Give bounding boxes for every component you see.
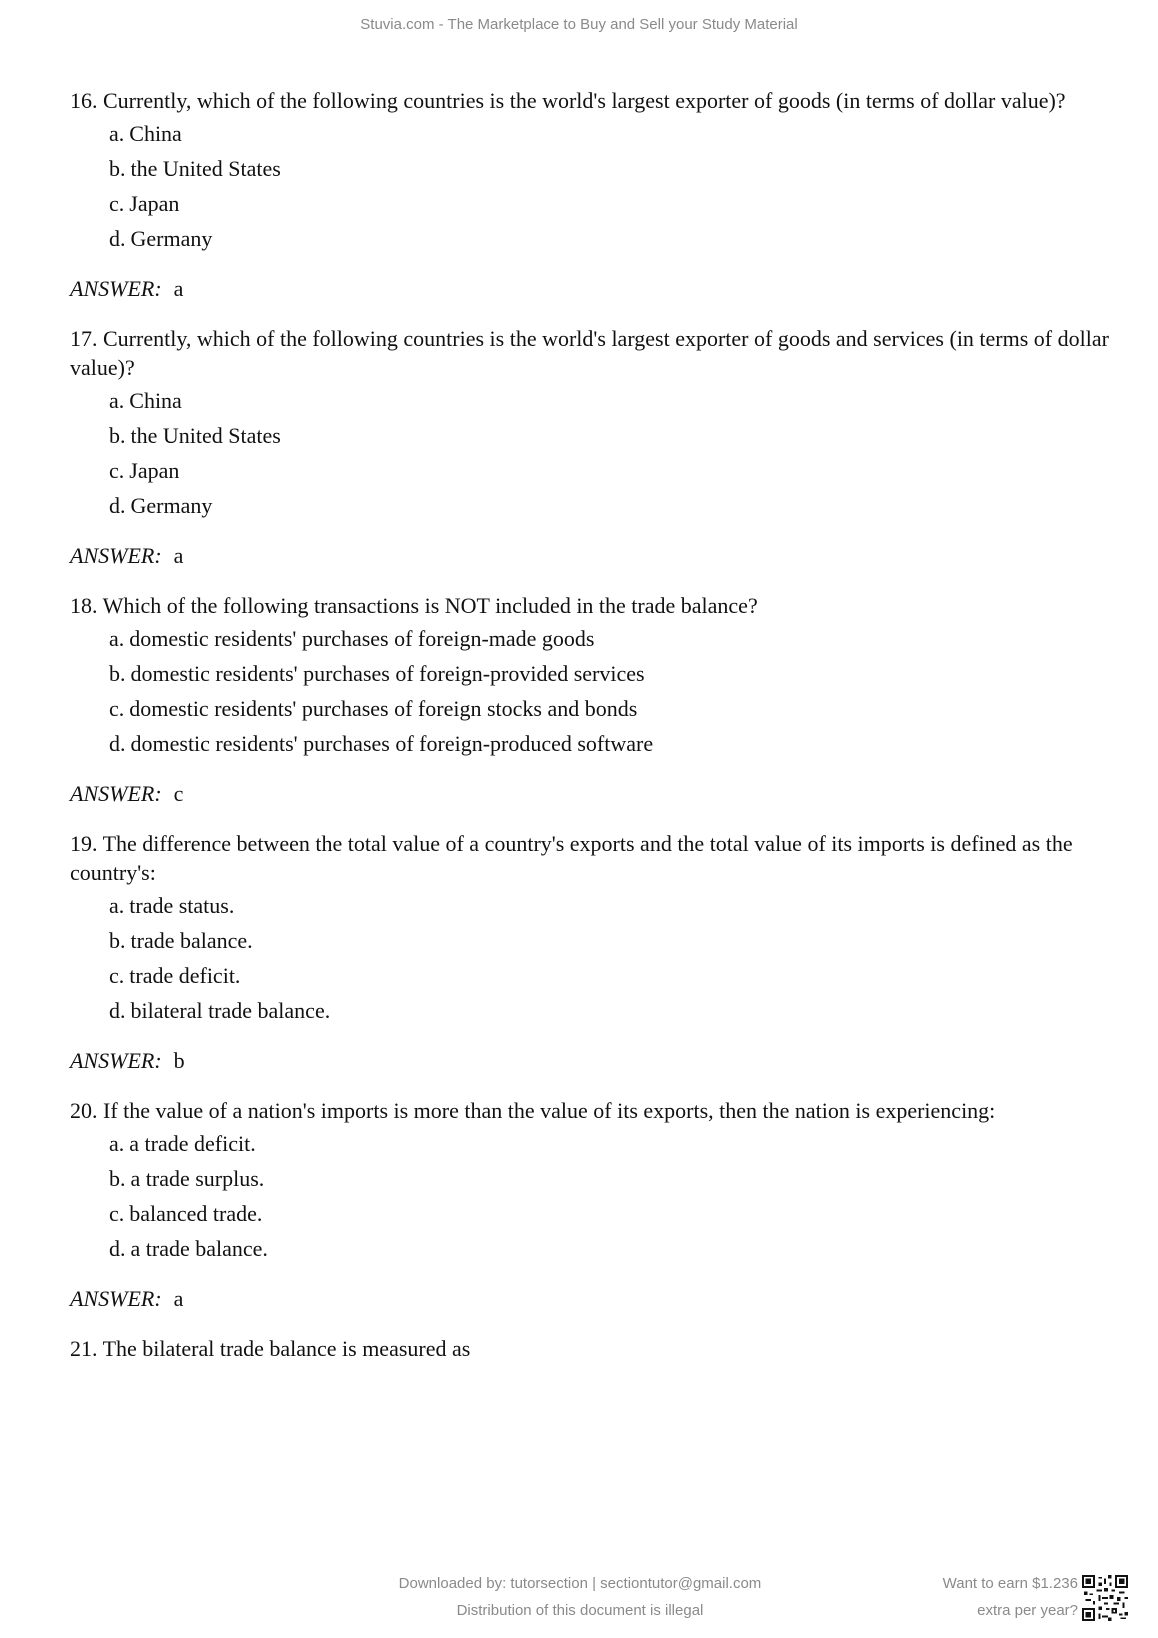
option-c [70, 1196, 1120, 1231]
option-c [70, 691, 1120, 726]
answer-value: b [173, 1048, 185, 1073]
question-20 [70, 1096, 1120, 1313]
option-letter: b. [109, 661, 126, 686]
question-stem: 16. Currently, which of the following countries is the world's largest exporter of goods (in terms of dollar value)? [70, 88, 1066, 113]
option-b [70, 656, 1120, 691]
option-letter: b. [109, 156, 126, 181]
option-text: bilateral trade balance. [130, 998, 331, 1023]
distribution-notice: Distribution of this document is illegal [456, 1602, 704, 1619]
option-d [70, 993, 1120, 1028]
option-letter: a. [109, 626, 125, 651]
answer-value: c [173, 781, 184, 806]
answer-label: ANSWER: [70, 276, 162, 301]
option-text: Japan [129, 458, 180, 483]
answer-line [70, 1284, 1120, 1313]
document-content [70, 86, 1120, 1364]
option-text: a trade surplus. [130, 1166, 265, 1191]
option-b [70, 923, 1120, 958]
option-text: a trade deficit. [129, 1131, 256, 1156]
answer-label: ANSWER: [70, 1048, 162, 1073]
question-stem: 19. The difference between the total value of a country's exports and the total value of its imports is defined as the country's: [70, 831, 1073, 885]
option-letter: d. [109, 731, 126, 756]
answer-value: a [173, 276, 184, 301]
option-text: trade deficit. [129, 963, 241, 988]
option-text: domestic residents' purchases of foreign-produced software [130, 731, 654, 756]
option-c [70, 958, 1120, 993]
option-a [70, 1126, 1120, 1161]
option-c [70, 186, 1120, 221]
option-letter: a. [109, 388, 125, 413]
option-letter: c. [109, 696, 125, 721]
options-list [70, 888, 1120, 1028]
question-21 [70, 1334, 1120, 1363]
option-text: domestic residents' purchases of foreign-made goods [129, 626, 595, 651]
options-list [70, 621, 1120, 761]
option-d [70, 726, 1120, 761]
option-letter: c. [109, 963, 125, 988]
question-stem: 18. Which of the following transactions is NOT included in the trade balance? [70, 593, 758, 618]
earn-line-1: Want to earn $1.236 [942, 1575, 1078, 1592]
option-letter: c. [109, 458, 125, 483]
question-stem: 20. If the value of a nation's imports is more than the value of its exports, then the nation is experiencing: [70, 1098, 996, 1123]
answer-line [70, 274, 1120, 303]
option-letter: b. [109, 928, 126, 953]
option-text: Japan [129, 191, 180, 216]
option-a [70, 116, 1120, 151]
option-text: Germany [130, 493, 213, 518]
option-letter: c. [109, 1201, 125, 1226]
options-list [70, 116, 1120, 256]
option-text: balanced trade. [129, 1201, 263, 1226]
option-b [70, 418, 1120, 453]
header-text: Stuvia.com - The Marketplace to Buy and Sell your Study Material [360, 16, 798, 33]
answer-line [70, 1046, 1120, 1075]
option-letter: d. [109, 998, 126, 1023]
qr-code-icon[interactable] [1082, 1575, 1128, 1621]
page-header [0, 16, 1158, 33]
option-text: Germany [130, 226, 213, 251]
question-16 [70, 86, 1120, 303]
option-d [70, 488, 1120, 523]
option-a [70, 888, 1120, 923]
option-text: China [129, 121, 182, 146]
answer-label: ANSWER: [70, 1286, 162, 1311]
option-d [70, 221, 1120, 256]
options-list [70, 383, 1120, 523]
question-stem: 17. Currently, which of the following countries is the world's largest exporter of goods and services (in terms of dollar value)? [70, 326, 1109, 380]
option-letter: a. [109, 121, 125, 146]
option-text: the United States [130, 423, 281, 448]
question-19 [70, 829, 1120, 1075]
option-text: domestic residents' purchases of foreign stocks and bonds [129, 696, 638, 721]
option-letter: d. [109, 226, 126, 251]
option-letter: b. [109, 423, 126, 448]
answer-value: a [173, 1286, 184, 1311]
downloaded-by-text: Downloaded by: tutorsection | sectiontutor@gmail.com [398, 1575, 762, 1592]
option-a [70, 621, 1120, 656]
question-stem: 21. The bilateral trade balance is measured as [70, 1336, 471, 1361]
answer-label: ANSWER: [70, 543, 162, 568]
option-text: the United States [130, 156, 281, 181]
option-text: trade balance. [130, 928, 253, 953]
option-letter: c. [109, 191, 125, 216]
option-c [70, 453, 1120, 488]
answer-line [70, 541, 1120, 570]
option-letter: b. [109, 1166, 126, 1191]
option-letter: d. [109, 493, 126, 518]
answer-label: ANSWER: [70, 781, 162, 806]
option-text: China [129, 388, 182, 413]
option-b [70, 151, 1120, 186]
answer-value: a [173, 543, 184, 568]
answer-line [70, 779, 1120, 808]
option-b [70, 1161, 1120, 1196]
option-letter: a. [109, 1131, 125, 1156]
option-text: domestic residents' purchases of foreign-provided services [130, 661, 645, 686]
option-letter: d. [109, 1236, 126, 1261]
page-footer [0, 1575, 1158, 1638]
option-d [70, 1231, 1120, 1266]
earn-line-2: extra per year? [977, 1602, 1078, 1619]
options-list [70, 1126, 1120, 1266]
option-letter: a. [109, 893, 125, 918]
question-18 [70, 591, 1120, 808]
option-text: trade status. [129, 893, 235, 918]
option-text: a trade balance. [130, 1236, 268, 1261]
option-a [70, 383, 1120, 418]
question-17 [70, 324, 1120, 570]
